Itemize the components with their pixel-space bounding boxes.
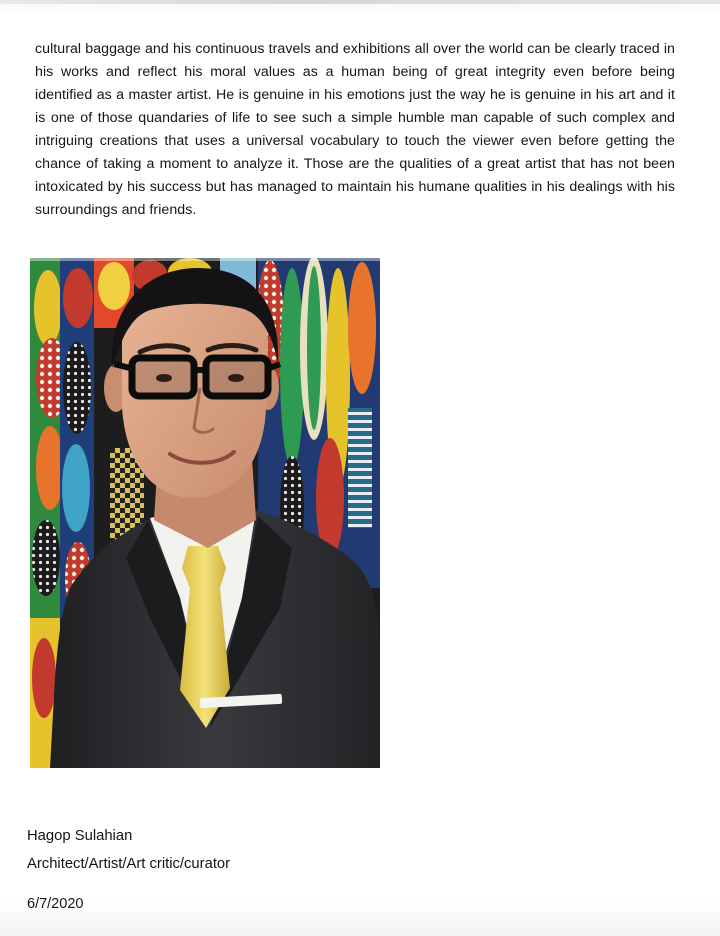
- portrait-photo: [30, 258, 380, 768]
- author-name: Hagop Sulahian: [27, 828, 133, 844]
- page-top-edge: [0, 0, 720, 4]
- portrait-illustration: [30, 258, 380, 768]
- author-title: Architect/Artist/Art critic/curator: [27, 856, 231, 872]
- document-date: 6/7/2020: [27, 896, 84, 912]
- body-paragraph: cultural baggage and his continuous travels and exhibitions all over the world can be clearly traced in his works and reflect his moral values as a human being of great integrity even before being identified as a master artist. He is genuine in his emotions just the way he is genuine in his art and it is one of those quandaries of life to see such a simple humble man capable of such complex and intriguing creations that uses a universal vocabulary to touch the viewer even before getting the chance of taking a moment to analyze it. Those are the qualities of a great artist that has not been intoxicated by his success but has managed to maintain his humane qualities in his dealings with his surroundings and friends.: [35, 41, 675, 218]
- signature-block: [27, 822, 230, 878]
